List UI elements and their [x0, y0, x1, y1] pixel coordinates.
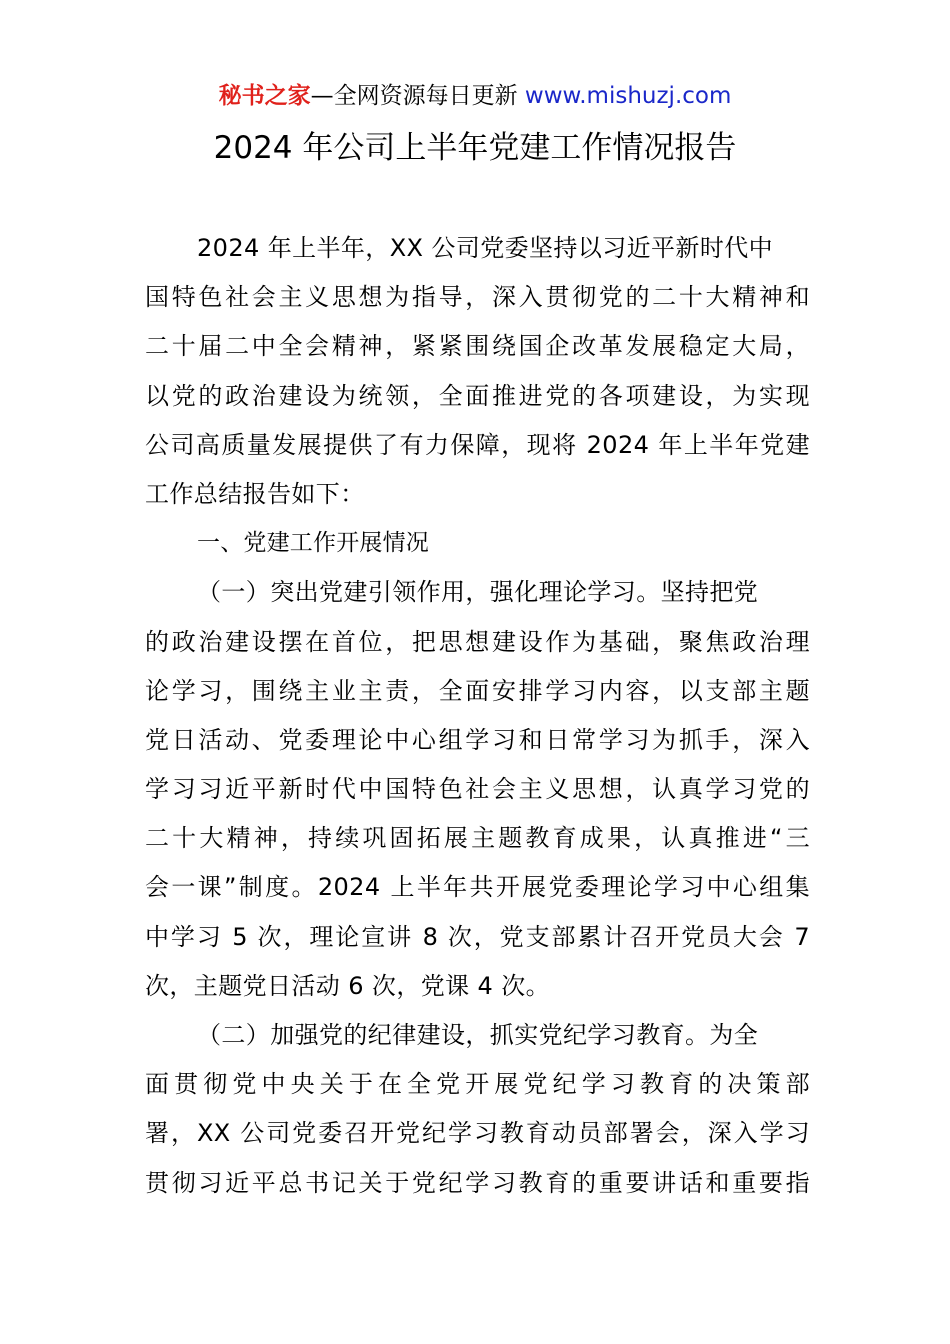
- paragraph-line: 署，XX 公司党委召开党纪学习教育动员部署会，深入学习: [145, 1119, 810, 1148]
- paragraph-line: 党日活动、党委理论中心组学习和日常学习为抓手，深入: [145, 725, 810, 754]
- paragraph-line: 公司高质量发展提供了有力保障，现将 2024 年上半年党建: [145, 430, 810, 459]
- section-heading: 一、党建工作开展情况: [197, 530, 429, 557]
- paragraph-line: 2024 年上半年，XX 公司党委坚持以习近平新时代中: [197, 234, 774, 262]
- paragraph-line: 二十大精神，持续巩固拓展主题教育成果，认真推进“三: [145, 824, 810, 853]
- document-body: [145, 224, 810, 1208]
- paragraph-line: 学习习近平新时代中国特色社会主义思想，认真学习党的: [145, 775, 810, 804]
- paragraph-line: 贯彻习近平总书记关于党纪学习教育的重要讲话和重要指: [145, 1168, 810, 1197]
- site-banner: [0, 80, 950, 112]
- site-url-link[interactable]: www.mishuzj.com: [524, 83, 732, 109]
- site-brand: 秘书之家: [218, 83, 311, 109]
- paragraph-line: 面贯彻党中央关于在全党开展党纪学习教育的决策部: [145, 1070, 810, 1099]
- paragraph-line: 的政治建设摆在首位，把思想建设作为基础，聚焦政治理: [145, 627, 810, 656]
- paragraph-line: 中学习 5 次，理论宣讲 8 次，党支部累计召开党员大会 7: [145, 922, 810, 951]
- paragraph-line: 会一课”制度。2024 上半年共开展党委理论学习中心组集: [145, 873, 810, 902]
- paragraph-line: （二）加强党的纪律建设，抓实党纪学习教育。为全: [197, 1021, 759, 1049]
- paragraph-line: 以党的政治建设为统领，全面推进党的各项建设，为实现: [145, 381, 810, 410]
- paragraph-line: 次，主题党日活动 6 次，党课 4 次。: [145, 971, 551, 1000]
- site-slogan: —全网资源每日更新: [310, 83, 525, 109]
- paragraph-line: 国特色社会主义思想为指导，深入贯彻党的二十大精神和: [145, 283, 810, 312]
- document-title: 2024 年公司上半年党建工作情况报告: [213, 130, 737, 166]
- paragraph-line: 论学习，围绕主业主责，全面安排学习内容，以支部主题: [145, 676, 810, 705]
- paragraph-line: 二十届二中全会精神，紧紧围绕国企改革发展稳定大局，: [145, 332, 810, 361]
- paragraph-line: 工作总结报告如下：: [145, 479, 365, 508]
- paragraph-line: （一）突出党建引领作用，强化理论学习。坚持把党: [197, 578, 759, 607]
